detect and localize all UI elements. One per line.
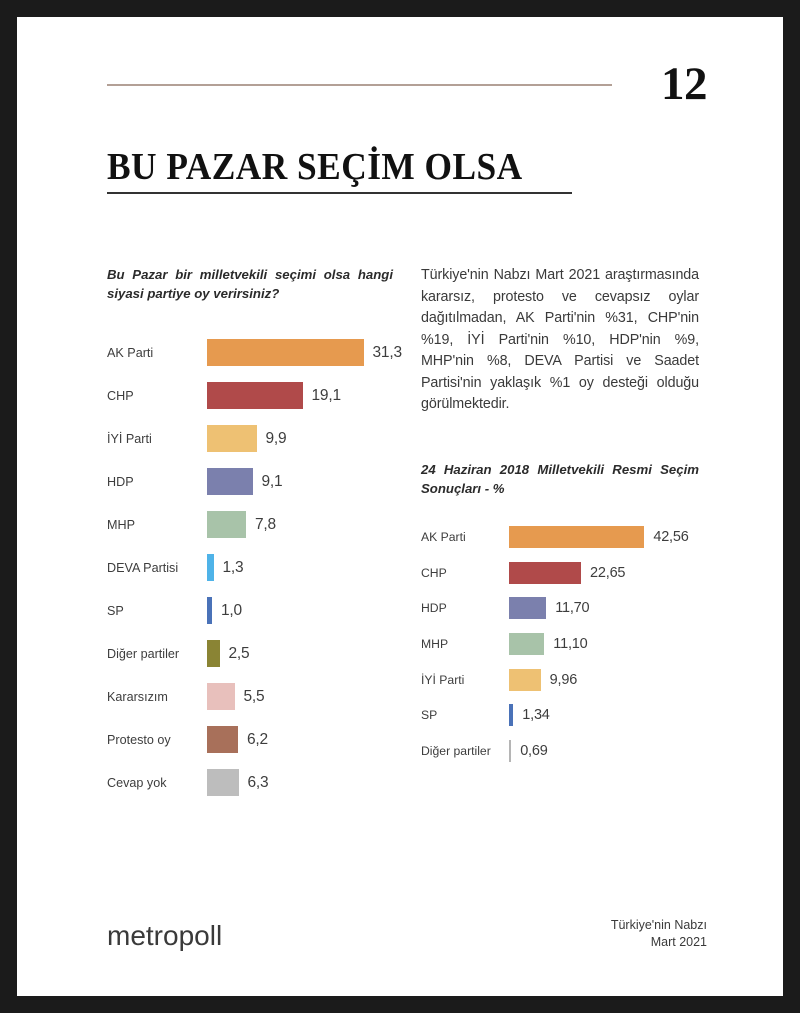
bar [207, 425, 257, 452]
bar-row [107, 331, 407, 374]
bar-row [421, 662, 721, 698]
bar-row [421, 555, 721, 591]
bar-track [509, 633, 544, 655]
bar-row [421, 520, 721, 556]
bar-track [207, 769, 239, 796]
bar-track [207, 339, 364, 366]
bar [207, 769, 239, 796]
left-column [107, 265, 407, 804]
bar-value: 5,5 [243, 687, 265, 705]
bar-value: 11,70 [555, 600, 590, 617]
bar-row [107, 546, 407, 589]
bar-label: HDP [421, 601, 447, 616]
bar-label: SP [107, 603, 124, 618]
bar-value: 9,9 [265, 429, 287, 447]
title-block [107, 145, 707, 194]
bar-label: İYİ Parti [421, 672, 465, 687]
bar-row [107, 374, 407, 417]
bar-value: 9,96 [549, 671, 578, 688]
bar-track [509, 562, 581, 584]
bar-label: Diğer partiler [421, 743, 491, 758]
bar-value: 19,1 [311, 386, 341, 404]
bar [509, 597, 546, 619]
document-page [17, 17, 783, 996]
bar-label: Kararsızım [107, 689, 168, 704]
bar-label: Protesto oy [107, 732, 171, 747]
bar-track [509, 740, 511, 762]
bar [509, 669, 541, 691]
bar-value: 22,65 [590, 564, 626, 581]
page-number: 12 [661, 58, 707, 110]
bar [207, 511, 246, 538]
bar-track [207, 468, 253, 495]
bar-value: 1,34 [522, 707, 550, 724]
survey-date: Mart 2021 [650, 935, 707, 949]
bar-value: 7,8 [255, 515, 276, 533]
bar [207, 554, 214, 581]
bar [207, 382, 303, 409]
page-header [107, 57, 707, 127]
bar-track [509, 597, 546, 619]
bar-label: SP [421, 708, 438, 723]
bar-label: İYİ Parti [107, 431, 152, 446]
title-underline [107, 192, 572, 194]
bar-row [421, 733, 721, 769]
bar-value: 6,2 [247, 730, 268, 748]
survey-name: Türkiye'nin Nabzı [610, 918, 707, 932]
bar-value: 2,5 [228, 644, 250, 662]
bar-track [509, 704, 513, 726]
bar-label: HDP [107, 474, 134, 489]
bar-value: 31,3 [372, 343, 402, 361]
bar-row [421, 591, 721, 627]
bar-track [207, 382, 303, 409]
poll-question: Bu Pazar bir milletvekili seçimi olsa hangi siyasi partiye oy verirsiniz? [107, 267, 393, 301]
bar-track [207, 597, 212, 624]
bar-row [107, 589, 407, 632]
bar-row [107, 632, 407, 675]
bar-value: 9,1 [261, 472, 283, 490]
bar [509, 704, 513, 726]
bar-track [207, 726, 238, 753]
bar [207, 726, 238, 753]
bar-label: MHP [107, 517, 135, 532]
bar-label: Diğer partiler [107, 646, 180, 661]
bar-row [107, 503, 407, 546]
page-footer [107, 917, 707, 951]
header-rule [107, 84, 612, 86]
bar-row [107, 761, 407, 804]
bar [509, 740, 511, 762]
bar-row [107, 675, 407, 718]
bar-track [207, 511, 246, 538]
bar-label: CHP [421, 565, 447, 580]
bar-track [207, 683, 235, 710]
bar-value: 42,56 [653, 529, 689, 546]
bar-value: 11,10 [553, 636, 588, 653]
bar-label: MHP [421, 637, 449, 652]
bar-track [509, 669, 541, 691]
bar-label: AK Parti [107, 345, 154, 360]
bar-value: 0,69 [520, 742, 548, 759]
bar-value: 6,3 [247, 773, 269, 791]
summary-paragraph: Türkiye'nin Nabzı Mart 2021 araştırmasında kararsız, protesto ve cevapsız oylar dağıtılmadan, AK Parti'nin %31, CHP'nin %19, İYİ Parti'nin %10, HDP'nin %9, MHP'nin %8, DEVA Partisi ve Saadet Partisi'nin yaklaşık %1 oy desteği olduğu görülmektedir. [421, 267, 699, 412]
bar-track [509, 526, 644, 548]
official-results-heading: 24 Haziran 2018 Milletvekili Resmi Seçim Sonuçları - % [421, 461, 699, 496]
bar [207, 640, 220, 667]
page-title: BU PAZAR SEÇİM OLSA [107, 146, 523, 188]
footer-meta [611, 917, 707, 951]
bar [509, 562, 581, 584]
bar-label: AK Parti [421, 530, 466, 545]
bar [207, 339, 364, 366]
bar [509, 526, 644, 548]
bar-track [207, 640, 220, 667]
bar-row [107, 417, 407, 460]
bar-row [107, 460, 407, 503]
bar-label: CHP [107, 388, 134, 403]
right-column [421, 265, 721, 769]
official-results-bar-chart [421, 520, 721, 769]
bar [207, 683, 235, 710]
metropoll-logo: metropoll [107, 920, 223, 951]
bar-track [207, 554, 214, 581]
bar-row [421, 626, 721, 662]
bar-value: 1,0 [221, 601, 242, 619]
bar [207, 597, 212, 624]
bar-label: DEVA Partisi [107, 560, 179, 575]
bar-track [207, 425, 257, 452]
bar-label: Cevap yok [107, 775, 167, 790]
bar [207, 468, 253, 495]
poll-bar-chart [107, 331, 407, 804]
bar [509, 633, 544, 655]
bar-row [107, 718, 407, 761]
bar-row [421, 697, 721, 733]
bar-value: 1,3 [222, 558, 244, 576]
